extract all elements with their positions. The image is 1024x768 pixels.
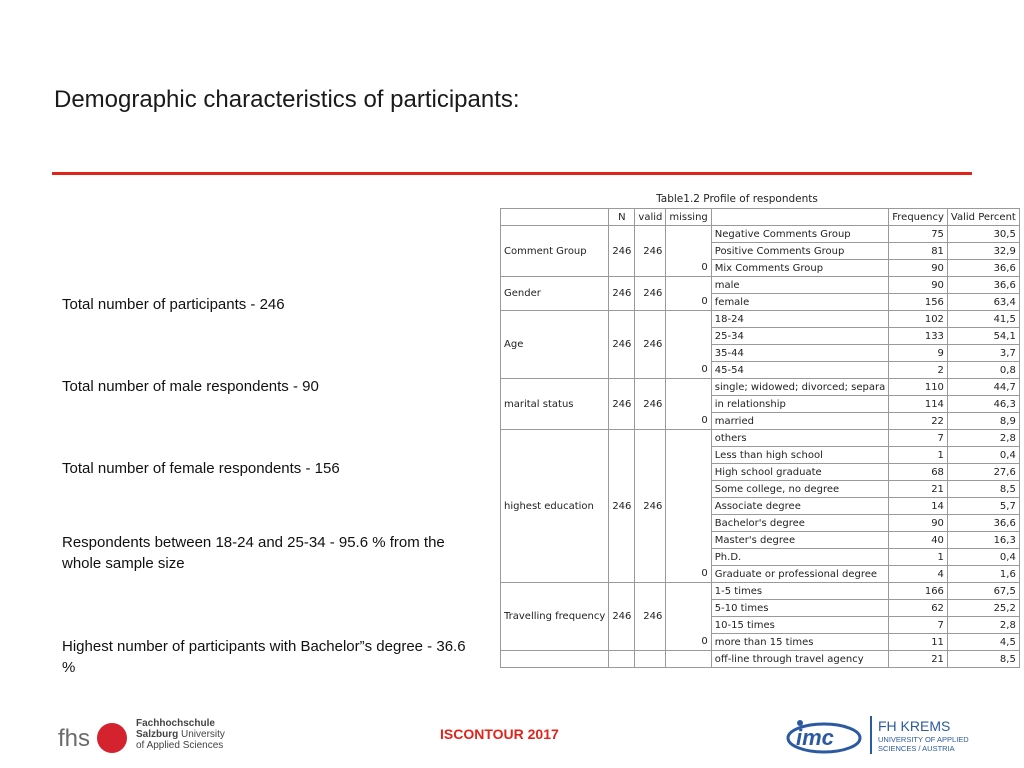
category-cell: married	[711, 413, 888, 430]
missing-cell	[666, 515, 711, 532]
group-valid-cell: 246	[635, 277, 666, 311]
percent-cell: 5,7	[947, 498, 1019, 515]
category-cell: Ph.D.	[711, 549, 888, 566]
imc-fh-krems-logo	[786, 712, 972, 758]
frequency-cell: 9	[889, 345, 948, 362]
missing-cell	[666, 583, 711, 600]
frequency-cell: 102	[889, 311, 948, 328]
group-name-cell: Age	[501, 311, 609, 379]
category-cell: 18-24	[711, 311, 888, 328]
krems-line2: UNIVERSITY OF APPLIED	[878, 735, 969, 744]
missing-cell	[666, 464, 711, 481]
group-valid-cell: 246	[635, 311, 666, 379]
missing-cell: 0	[666, 260, 711, 277]
category-cell: Master's degree	[711, 532, 888, 549]
frequency-cell: 14	[889, 498, 948, 515]
missing-cell: 0	[666, 566, 711, 583]
percent-cell: 8,5	[947, 481, 1019, 498]
bullet-female-respondents: Total number of female respondents - 156	[62, 460, 340, 477]
title-divider	[52, 172, 972, 175]
bullet-male-respondents: Total number of male respondents - 90	[62, 378, 319, 395]
category-cell: 5-10 times	[711, 600, 888, 617]
slide-title: Demographic characteristics of participants:	[54, 86, 520, 113]
group-name-cell: Gender	[501, 277, 609, 311]
category-cell: male	[711, 277, 888, 294]
krems-line3: SCIENCES / AUSTRIA	[878, 744, 955, 753]
category-cell: 35-44	[711, 345, 888, 362]
category-cell: Negative Comments Group	[711, 226, 888, 243]
missing-cell	[666, 532, 711, 549]
percent-cell: 8,5	[947, 651, 1019, 668]
missing-cell	[666, 311, 711, 328]
percent-cell: 36,6	[947, 277, 1019, 294]
category-cell: others	[711, 430, 888, 447]
frequency-cell: 21	[889, 651, 948, 668]
group-valid-cell	[635, 651, 666, 668]
header-valid: valid	[635, 209, 666, 226]
group-n-cell: 246	[609, 583, 635, 651]
category-cell: female	[711, 294, 888, 311]
percent-cell: 36,6	[947, 260, 1019, 277]
percent-cell: 67,5	[947, 583, 1019, 600]
frequency-cell: 90	[889, 515, 948, 532]
table-row	[501, 651, 1020, 668]
category-cell: in relationship	[711, 396, 888, 413]
missing-cell	[666, 617, 711, 634]
percent-cell: 25,2	[947, 600, 1019, 617]
category-cell: off-line through travel agency	[711, 651, 888, 668]
header-missing: missing	[666, 209, 711, 226]
header-valid-percent: Valid Percent	[947, 209, 1019, 226]
missing-cell	[666, 226, 711, 243]
group-n-cell	[609, 651, 635, 668]
table-row	[501, 379, 1020, 396]
frequency-cell: 7	[889, 430, 948, 447]
imc-logo-divider	[870, 716, 872, 754]
missing-cell: 0	[666, 294, 711, 311]
header-blank	[501, 209, 609, 226]
missing-cell: 0	[666, 413, 711, 430]
fhs-name-line2	[136, 729, 225, 740]
category-cell: Positive Comments Group	[711, 243, 888, 260]
category-cell: 45-54	[711, 362, 888, 379]
percent-cell: 36,6	[947, 515, 1019, 532]
table-row	[501, 311, 1020, 328]
profile-table-image	[500, 190, 1016, 668]
krems-line1: FH KREMS	[878, 718, 951, 734]
group-name-cell: marital status	[501, 379, 609, 430]
frequency-cell: 1	[889, 447, 948, 464]
imc-logo-text: imc	[796, 725, 834, 750]
group-n-cell: 246	[609, 311, 635, 379]
frequency-cell: 68	[889, 464, 948, 481]
percent-cell: 3,7	[947, 345, 1019, 362]
percent-cell: 16,3	[947, 532, 1019, 549]
bullet-age-share: Respondents between 18-24 and 25-34 - 95.6 % from the whole sample size	[62, 534, 445, 572]
missing-cell	[666, 549, 711, 566]
frequency-cell: 114	[889, 396, 948, 413]
percent-cell: 0,8	[947, 362, 1019, 379]
table-row	[501, 277, 1020, 294]
frequency-cell: 90	[889, 260, 948, 277]
profile-table	[500, 208, 1020, 668]
category-cell: Less than high school	[711, 447, 888, 464]
category-cell: single; widowed; divorced; separa	[711, 379, 888, 396]
group-name-cell: Comment Group	[501, 226, 609, 277]
percent-cell: 0,4	[947, 549, 1019, 566]
fhs-name-line2-regular: University	[178, 729, 225, 740]
bullet-total-participants: Total number of participants - 246	[62, 296, 285, 313]
frequency-cell: 110	[889, 379, 948, 396]
group-n-cell: 246	[609, 226, 635, 277]
category-cell: 25-34	[711, 328, 888, 345]
fhs-logo-text: fhs	[58, 725, 91, 752]
missing-cell	[666, 243, 711, 260]
category-cell: more than 15 times	[711, 634, 888, 651]
group-n-cell: 246	[609, 277, 635, 311]
missing-cell	[666, 651, 711, 668]
group-valid-cell: 246	[635, 379, 666, 430]
frequency-cell: 11	[889, 634, 948, 651]
group-name-cell: Travelling frequency	[501, 583, 609, 651]
fhs-logo-circle	[97, 723, 127, 753]
fhs-salzburg-logo	[56, 712, 226, 758]
percent-cell: 1,6	[947, 566, 1019, 583]
group-valid-cell: 246	[635, 583, 666, 651]
fhs-name-line3: of Applied Sciences	[136, 740, 224, 751]
percent-cell: 4,5	[947, 634, 1019, 651]
percent-cell: 32,9	[947, 243, 1019, 260]
frequency-cell: 166	[889, 583, 948, 600]
missing-cell	[666, 481, 711, 498]
percent-cell: 27,6	[947, 464, 1019, 481]
frequency-cell: 21	[889, 481, 948, 498]
category-cell: Some college, no degree	[711, 481, 888, 498]
category-cell: Bachelor's degree	[711, 515, 888, 532]
table-row	[501, 430, 1020, 447]
percent-cell: 2,8	[947, 617, 1019, 634]
frequency-cell: 90	[889, 277, 948, 294]
frequency-cell: 75	[889, 226, 948, 243]
group-name-cell: highest education	[501, 430, 609, 583]
header-blank-category	[711, 209, 888, 226]
header-n: N	[609, 209, 635, 226]
missing-cell	[666, 600, 711, 617]
missing-cell	[666, 345, 711, 362]
frequency-cell: 40	[889, 532, 948, 549]
category-cell: 10-15 times	[711, 617, 888, 634]
group-valid-cell: 246	[635, 226, 666, 277]
percent-cell: 0,4	[947, 447, 1019, 464]
frequency-cell: 7	[889, 617, 948, 634]
category-cell: Mix Comments Group	[711, 260, 888, 277]
frequency-cell: 133	[889, 328, 948, 345]
category-cell: Associate degree	[711, 498, 888, 515]
header-frequency: Frequency	[889, 209, 948, 226]
group-n-cell: 246	[609, 379, 635, 430]
frequency-cell: 2	[889, 362, 948, 379]
table-row	[501, 583, 1020, 600]
percent-cell: 54,1	[947, 328, 1019, 345]
frequency-cell: 62	[889, 600, 948, 617]
group-name-cell	[501, 651, 609, 668]
missing-cell	[666, 396, 711, 413]
missing-cell: 0	[666, 634, 711, 651]
missing-cell	[666, 498, 711, 515]
percent-cell: 8,9	[947, 413, 1019, 430]
frequency-cell: 4	[889, 566, 948, 583]
category-cell: 1-5 times	[711, 583, 888, 600]
percent-cell: 46,3	[947, 396, 1019, 413]
event-label: ISCONTOUR 2017	[440, 726, 559, 742]
percent-cell: 30,5	[947, 226, 1019, 243]
missing-cell	[666, 447, 711, 464]
missing-cell	[666, 379, 711, 396]
percent-cell: 44,7	[947, 379, 1019, 396]
fhs-name-line1: Fachhochschule	[136, 718, 215, 729]
category-cell: Graduate or professional degree	[711, 566, 888, 583]
frequency-cell: 22	[889, 413, 948, 430]
group-n-cell: 246	[609, 430, 635, 583]
percent-cell: 2,8	[947, 430, 1019, 447]
missing-cell: 0	[666, 362, 711, 379]
category-cell: High school graduate	[711, 464, 888, 481]
table-caption: Table1.2 Profile of respondents	[656, 193, 818, 205]
percent-cell: 41,5	[947, 311, 1019, 328]
frequency-cell: 81	[889, 243, 948, 260]
percent-cell: 63,4	[947, 294, 1019, 311]
fhs-name-line2-bold: Salzburg	[136, 729, 179, 740]
bullet-bachelor-share: Highest number of participants with Bachelor”s degree - 36.6 %	[62, 638, 466, 676]
frequency-cell: 1	[889, 549, 948, 566]
missing-cell	[666, 277, 711, 294]
missing-cell	[666, 328, 711, 345]
table-header-row	[501, 209, 1020, 226]
group-valid-cell: 246	[635, 430, 666, 583]
table-row	[501, 226, 1020, 243]
missing-cell	[666, 430, 711, 447]
frequency-cell: 156	[889, 294, 948, 311]
